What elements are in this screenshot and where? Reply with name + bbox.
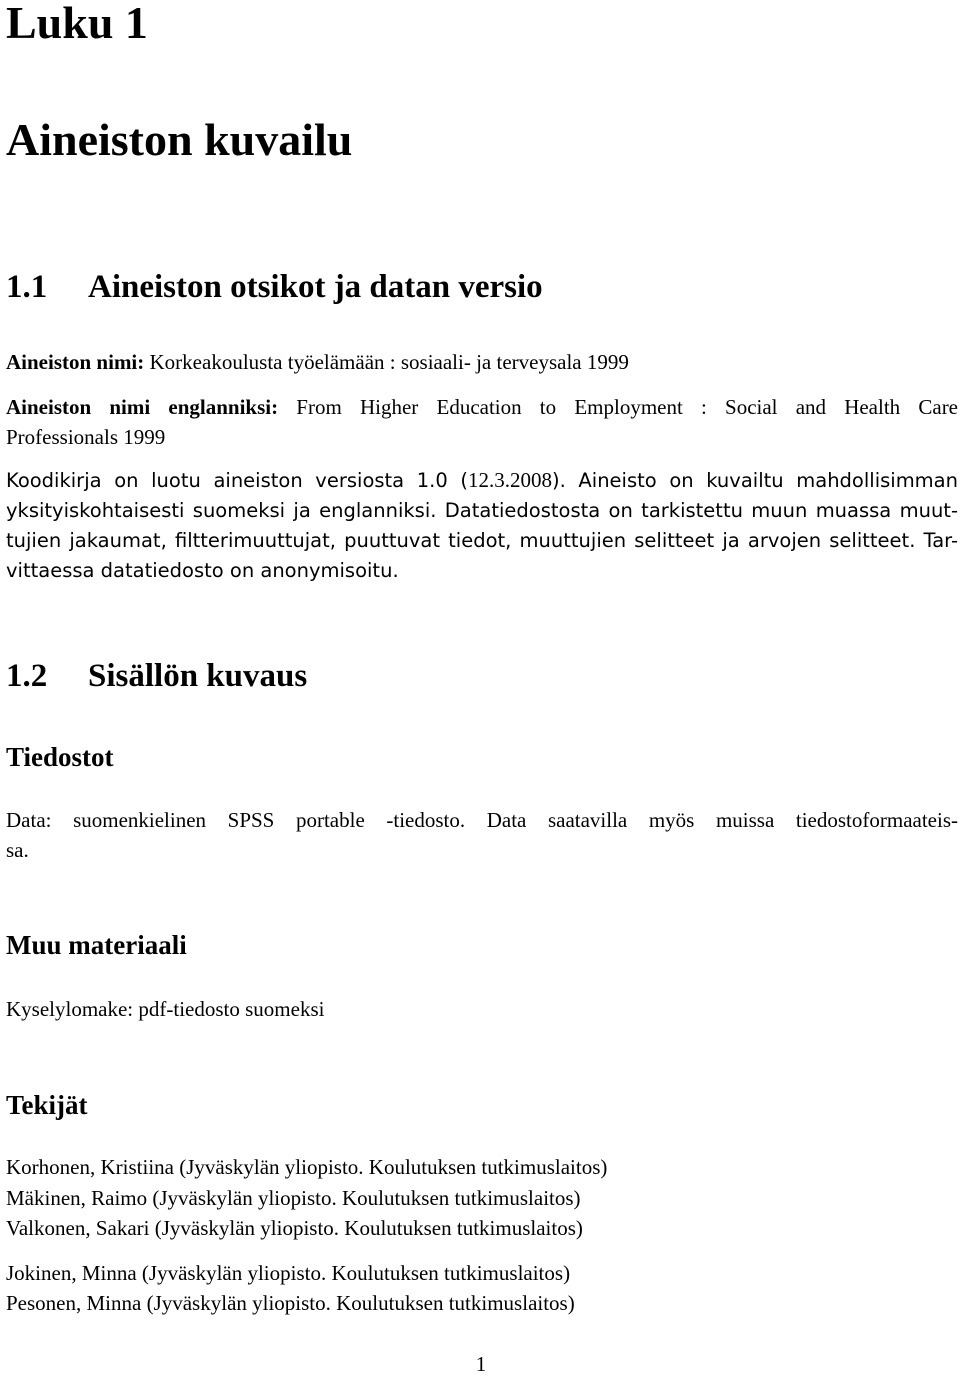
codebook-text-b: ). Aineisto on kuvailtu mahdollisimman — [552, 469, 958, 492]
dataset-english-label: Aineiston nimi englanniksi: — [6, 395, 279, 419]
dataset-name-label: Aineiston nimi: — [6, 350, 145, 374]
codebook-line2: yksityiskohtaisesti suomeksi ja englanniksi. Datatiedostosta on tarkistettu muun muassa muut- — [6, 499, 958, 522]
chapter-label: Luku 1 — [6, 0, 148, 48]
files-line2: sa. — [6, 838, 29, 862]
author-item: Mäkinen, Raimo (Jyväskylän yliopisto. Koulutuksen tutkimuslaitos) — [6, 1186, 581, 1210]
files-line1: Data: suomenkielinen SPSS portable -tiedosto. Data saatavilla myös muissa tiedostoformaateis- — [6, 808, 958, 832]
section-number: 1.2 — [6, 658, 48, 694]
author-item: Pesonen, Minna (Jyväskylän yliopisto. Koulutuksen tutkimuslaitos) — [6, 1291, 575, 1315]
codebook-text-a: Koodikirja on luotu aineiston versiosta 1.0 ( — [6, 469, 468, 492]
dataset-english-line1 — [6, 392, 958, 422]
page-number: 1 — [475, 1352, 487, 1376]
other-material-text: Kyselylomake: pdf-tiedosto suomeksi — [6, 997, 325, 1021]
section-title: Sisällön kuvaus — [88, 658, 308, 694]
subheading-tekijat: Tekijät — [6, 1090, 88, 1120]
author-item: Jokinen, Minna (Jyväskylän yliopisto. Koulutuksen tutkimuslaitos) — [6, 1261, 571, 1285]
dataset-name-value: Korkeakoulusta työelämään : sosiaali- ja terveysala 1999 — [149, 350, 629, 374]
files-paragraph — [6, 805, 958, 865]
subheading-tiedostot: Tiedostot — [6, 742, 114, 772]
subheading-muu-materiaali: Muu materiaali — [6, 930, 187, 960]
codebook-version-date: 12.3.2008 — [468, 468, 552, 492]
section-number: 1.1 — [6, 269, 48, 305]
dataset-name-line — [6, 347, 958, 377]
dataset-english-value-line1: From Higher Education to Employment : Social and Health Care — [296, 395, 959, 419]
codebook-line1 — [6, 465, 958, 496]
chapter-title: Aineiston kuvailu — [6, 114, 353, 165]
dataset-english-name — [6, 392, 958, 452]
codebook-line4: vittaessa datatiedosto on anonymisoitu. — [6, 559, 399, 582]
section-heading-1-2 — [6, 658, 307, 694]
section-heading-1-1 — [6, 269, 543, 305]
section-title: Aineiston otsikot ja datan versio — [88, 269, 543, 305]
codebook-paragraph — [6, 465, 958, 586]
codebook-line3: tujien jakaumat, filtterimuuttujat, puuttuvat tiedot, muuttujien selitteet ja arvojen selitteet. Tar- — [6, 529, 958, 552]
author-item: Korhonen, Kristiina (Jyväskylän yliopisto. Koulutuksen tutkimuslaitos) — [6, 1155, 608, 1179]
dataset-english-value-line2: Professionals 1999 — [6, 425, 166, 449]
author-item: Valkonen, Sakari (Jyväskylän yliopisto. Koulutuksen tutkimuslaitos) — [6, 1216, 583, 1240]
